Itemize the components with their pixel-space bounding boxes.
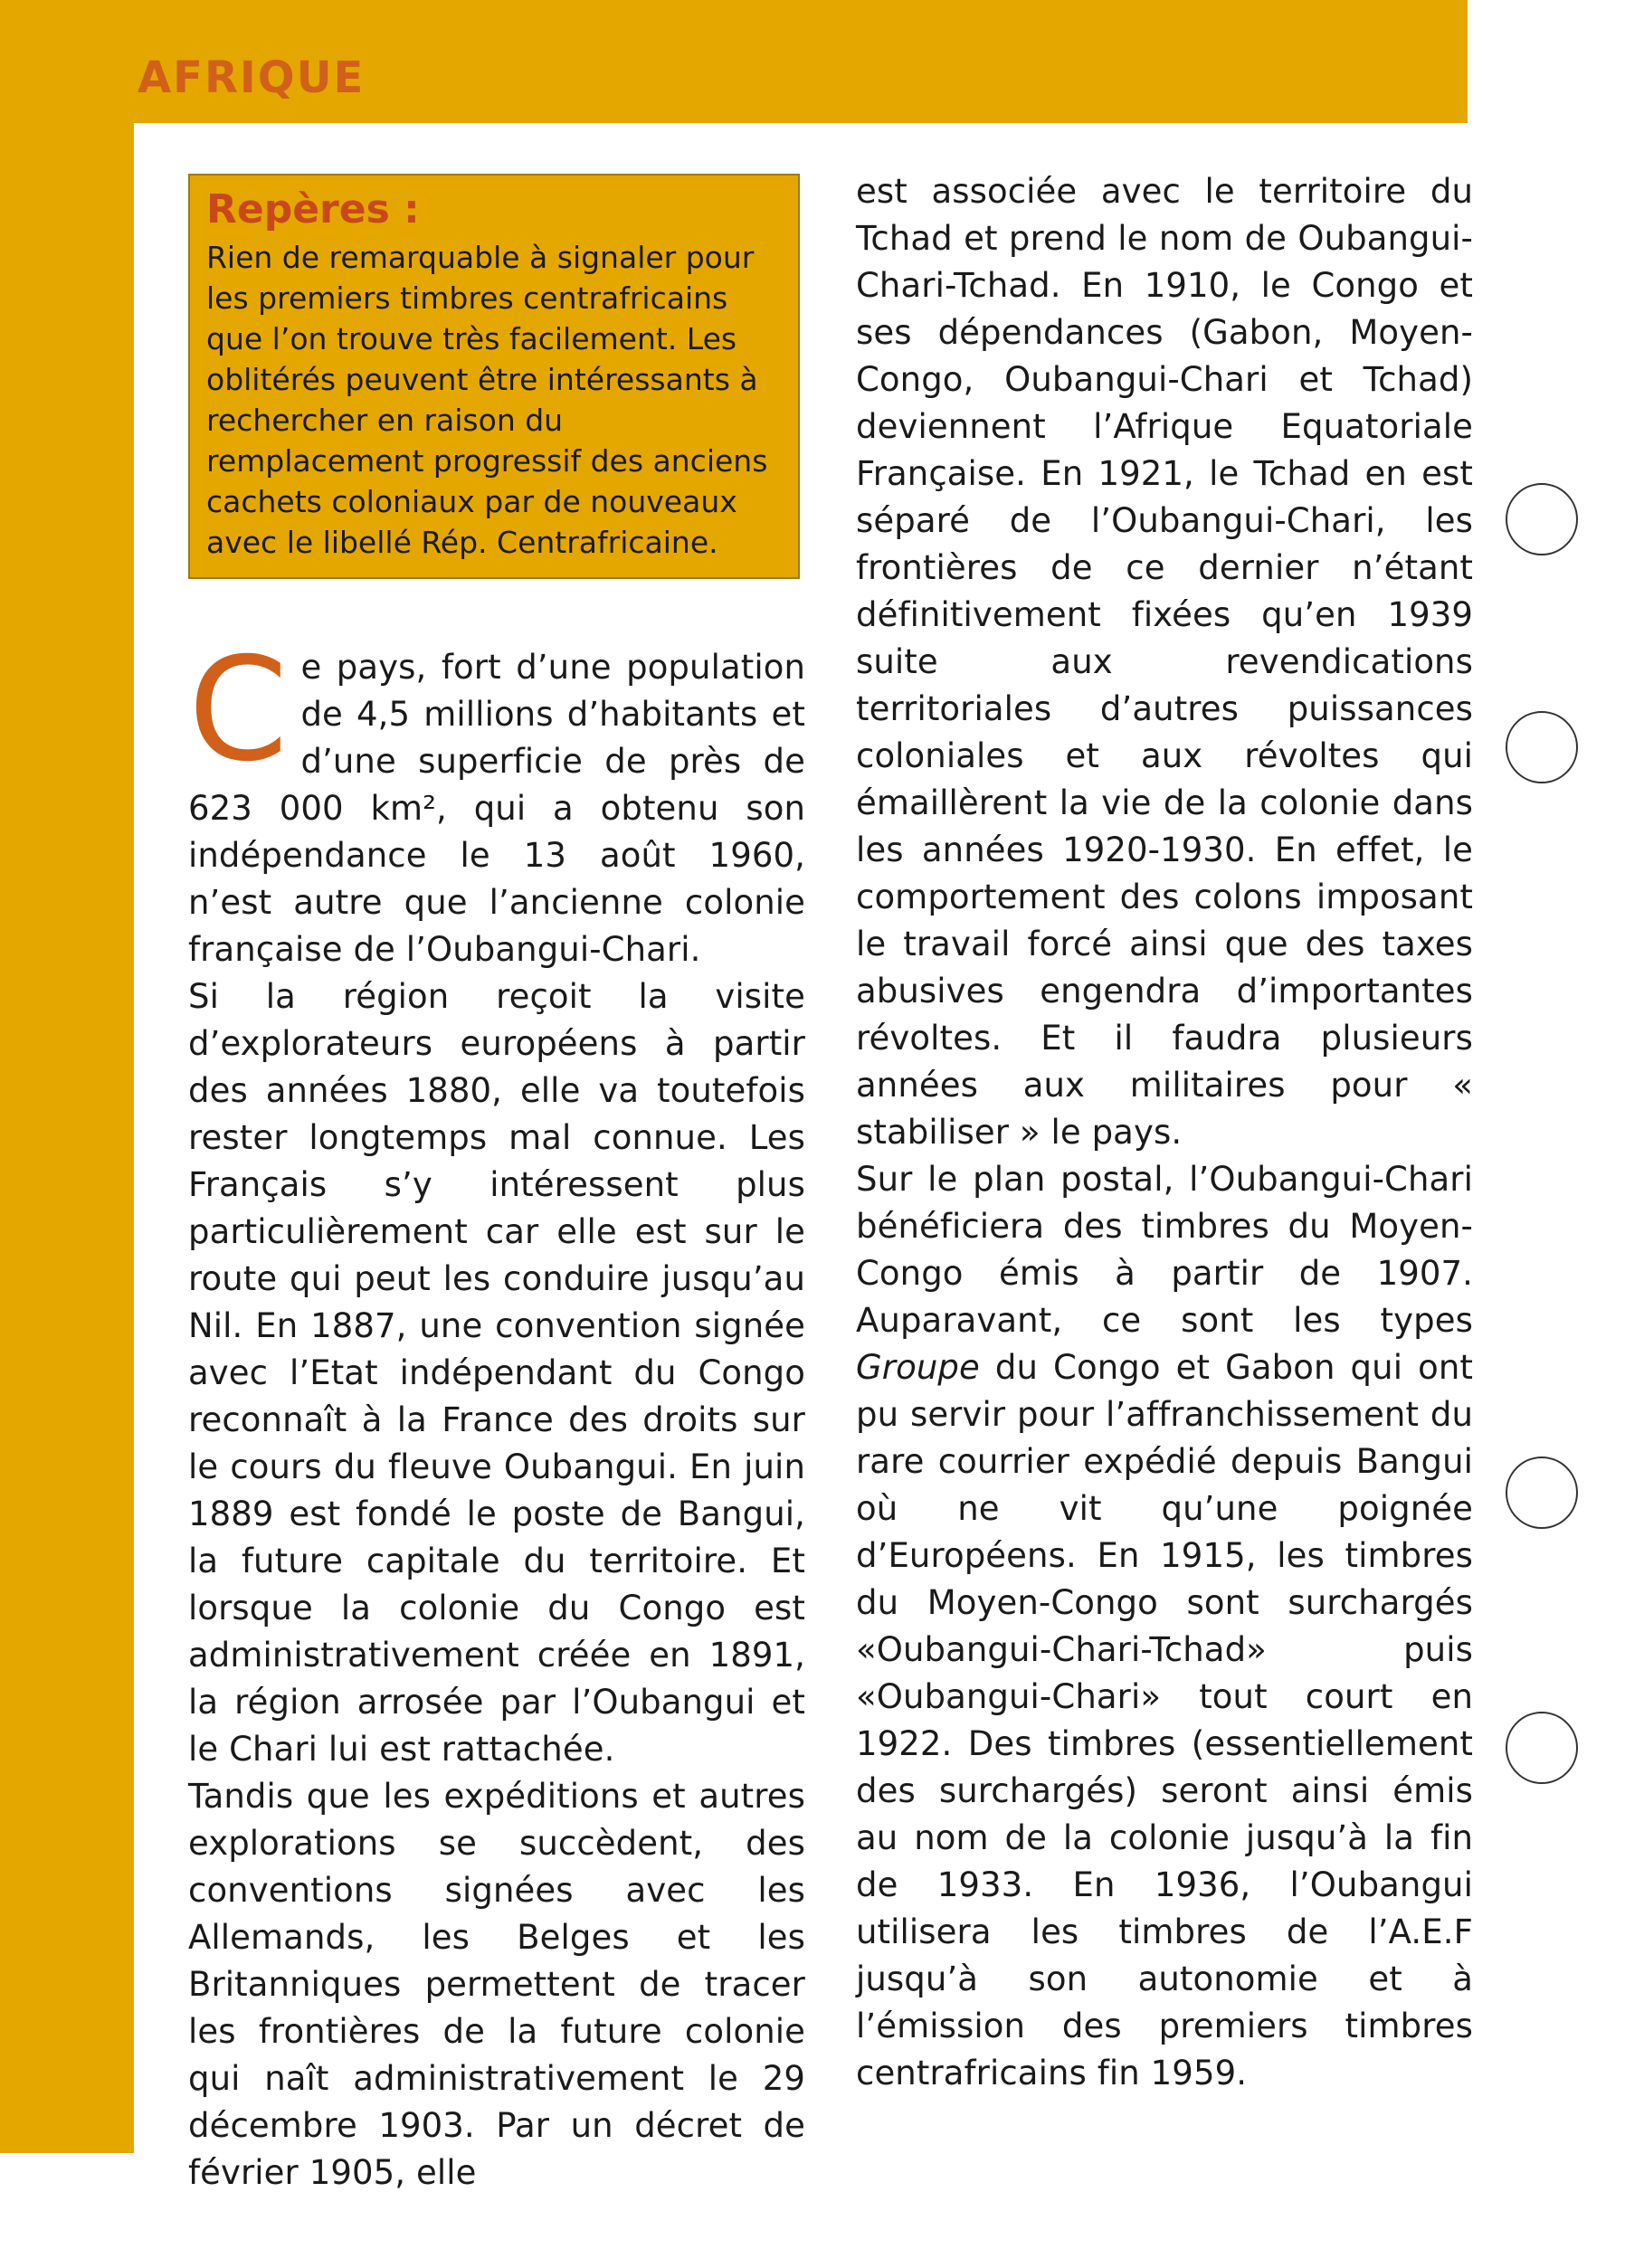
- article-column-left: [188, 627, 805, 2197]
- reperes-title: Repères :: [206, 186, 420, 232]
- reperes-text: Rien de remarquable à signaler pour les premiers timbres centrafricains que l’on trouve très facilement. Les oblitérés peuvent être intéressants à rechercher en raison du remplacement progressif des anciens cachets coloniaux par de nouveaux avec le libellé Rép. Centrafricaine.: [206, 240, 768, 561]
- paragraph-text: du Congo et Gabon qui ont pu servir pour l’affranchissement du rare courrier expédié depuis Bangui où ne vit qu’une poignée d’Européens. En 1915, les timbres du Moyen-Congo sont surchargés «Oubangui-Chari-Tchad» puis «Oubangui-Chari» tout court en 1922. Des timbres (essentiellement des surchargés) seront ainsi émis au nom de la colonie jusqu’à la fin de 1933. En 1936, l’Oubangui utilisera les timbres de l’A.E.F jusqu’à son autonomie et à l’émission des premiers timbres centrafricains fin 1959.: [856, 1348, 1473, 2092]
- reperes-box: [188, 174, 800, 579]
- article-paragraph: [856, 1156, 1473, 2097]
- drop-cap: C: [188, 627, 289, 793]
- section-title: AFRIQUE: [138, 52, 366, 103]
- article-paragraph: est associée avec le territoire du Tchad et prend le nom de Oubangui-Chari-Tchad. En 1910, le Congo et ses dépendances (Gabon, Moyen-Congo, Oubangui-Chari et Tchad) deviennent l’Afrique Equatoriale Française. En 1921, le Tchad en est séparé de l’Oubangui-Chari, les frontières de ce dernier n’étant définitivement fixées qu’en 1939 suite aux revendications territoriales d’autres puissances coloniales et aux révoltes qui émaillèrent la vie de la colonie dans les années 1920-1930. En effet, le comportement des colons imposant le travail forcé ainsi que des taxes abusives engendra d’importantes révoltes. Et il faudra plusieurs années aux militaires pour « stabiliser » le pays.: [856, 172, 1473, 1152]
- paragraph-text: e pays, fort d’une population de 4,5 millions d’habitants et d’une superficie de près de 623 000 km², qui a obtenu son indépendance le 13 août 1960, n’est autre que l’ancienne colonie française de l’Oubangui-Chari.: [188, 648, 805, 969]
- side-band: [0, 0, 134, 2153]
- binder-hole: [1506, 711, 1578, 783]
- paragraph-text: Sur le plan postal, l’Oubangui-Chari bénéficiera des timbres du Moyen-Congo émis à partir de 1907. Auparavant, ce sont les types: [856, 1160, 1473, 1340]
- binder-hole: [1506, 1712, 1578, 1784]
- article-column-right: [856, 168, 1473, 2097]
- article-paragraph: Tandis que les expéditions et autres explorations se succèdent, des conventions signées avec les Allemands, les Belges et les Britanniques permettent de tracer les frontières de la future colonie qui naît administrativement le 29 décembre 1903. Par un décret de février 1905, elle: [188, 1777, 805, 2192]
- italic-term: Groupe: [856, 1348, 980, 1387]
- article-paragraph: [188, 627, 805, 973]
- binder-hole: [1506, 1457, 1578, 1529]
- binder-hole: [1506, 483, 1578, 555]
- article-paragraph: Si la région reçoit la visite d’explorateurs européens à partir des années 1880, elle va toutefois rester longtemps mal connue. Les Français s’y intéressent plus particulièrement car elle est sur le route qui peut les conduire jusqu’au Nil. En 1887, une convention signée avec l’Etat indépendant du Congo reconnaît à la France des droits sur le cours du fleuve Oubangui. En juin 1889 est fondé le poste de Bangui, la future capitale du territoire. Et lorsque la colonie du Congo est administrativement créée en 1891, la région arrosée par l’Oubangui et le Chari lui est rattachée.: [188, 977, 805, 1769]
